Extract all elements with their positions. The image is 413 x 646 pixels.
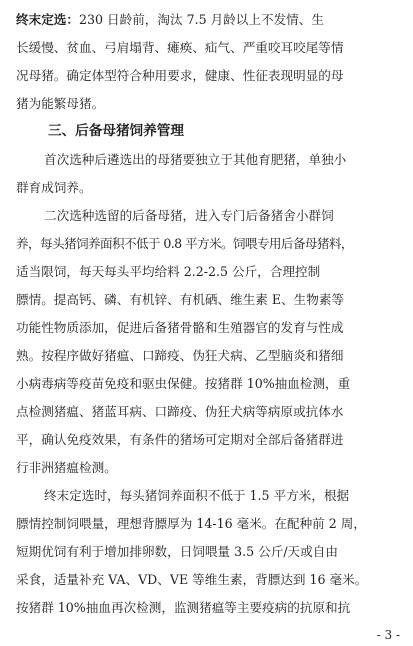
text-line: 熟。按程序做好猪瘟、口蹄疫、伪狂犬病、乙型脑炎和猪细 (16, 348, 344, 363)
term-label: 终末定选： (16, 12, 79, 27)
section-heading: 三、后备母猪饲养管理 (48, 123, 184, 139)
text-line: 长缓慢、贫血、弓肩塌背、瘫痪、疝气、严重咬耳咬尾等情 (16, 40, 344, 55)
text-line: 行非洲猪瘟检测。 (16, 460, 117, 475)
text-line: 膘情控制饲喂量，理想背膘厚为 14-16 毫米。在配种前 2 周， (16, 516, 366, 531)
text-line: 小病毒病等疫苗免疫和驱虫保健。按猪群 10%抽血检测，重 (16, 376, 351, 391)
text-line: 首次选种后遴选出的母猪要独立于其他育肥猪，单独小 (44, 152, 347, 167)
text-line: 终末定选时，每头猪饲养面积不低于 1.5 平方米，根据 (44, 488, 350, 503)
text-line: 况母猪。确定体型符合种用要求，健康、性征表现明显的母 (16, 68, 344, 83)
text-line: 猪为能繁母猪。 (16, 96, 105, 111)
text-line: 群育成饲养。 (16, 180, 92, 195)
text-line: 点检测猪瘟、猪蓝耳病、口蹄疫、伪狂犬病等病原或抗体水 (16, 404, 344, 419)
text-line: 短期优饲有利于增加排卵数，日饲喂量 3.5 公斤/天或自由 (16, 544, 338, 559)
text-line: 功能性物质添加，促进后备猪骨骼和生殖器官的发育与性成 (16, 320, 344, 335)
text-line: 平，确认免疫效果，有条件的猪场可定期对全部后备猪群进 (16, 432, 344, 447)
page-number: - 3 - (376, 628, 400, 642)
text-line: 膘情。提高钙、磷、有机锌、有机硒、维生素 E、生物素等 (16, 292, 345, 307)
text-line: 按猪群 10%抽血再次检测，监测猪瘟等主要疫病的抗原和抗 (16, 600, 351, 615)
text-line: 采食，适量补充 VA、VD、VE 等维生素，背膘达到 16 毫米。 (16, 572, 368, 587)
text-line: 养，每头猪饲养面积不低于 0.8 平方米。饲喂专用后备母猪料， (16, 236, 353, 251)
text-line: 终末定选：230 日龄前，淘汰 7.5 月龄以上不发情、生 (16, 12, 324, 27)
text-line: 适当限饲，每天每头平均给料 2.2-2.5 公斤，合理控制 (16, 264, 321, 279)
text-line: 二次选种选留的后备母猪，进入专门后备猪舍小群饲 (44, 208, 334, 223)
